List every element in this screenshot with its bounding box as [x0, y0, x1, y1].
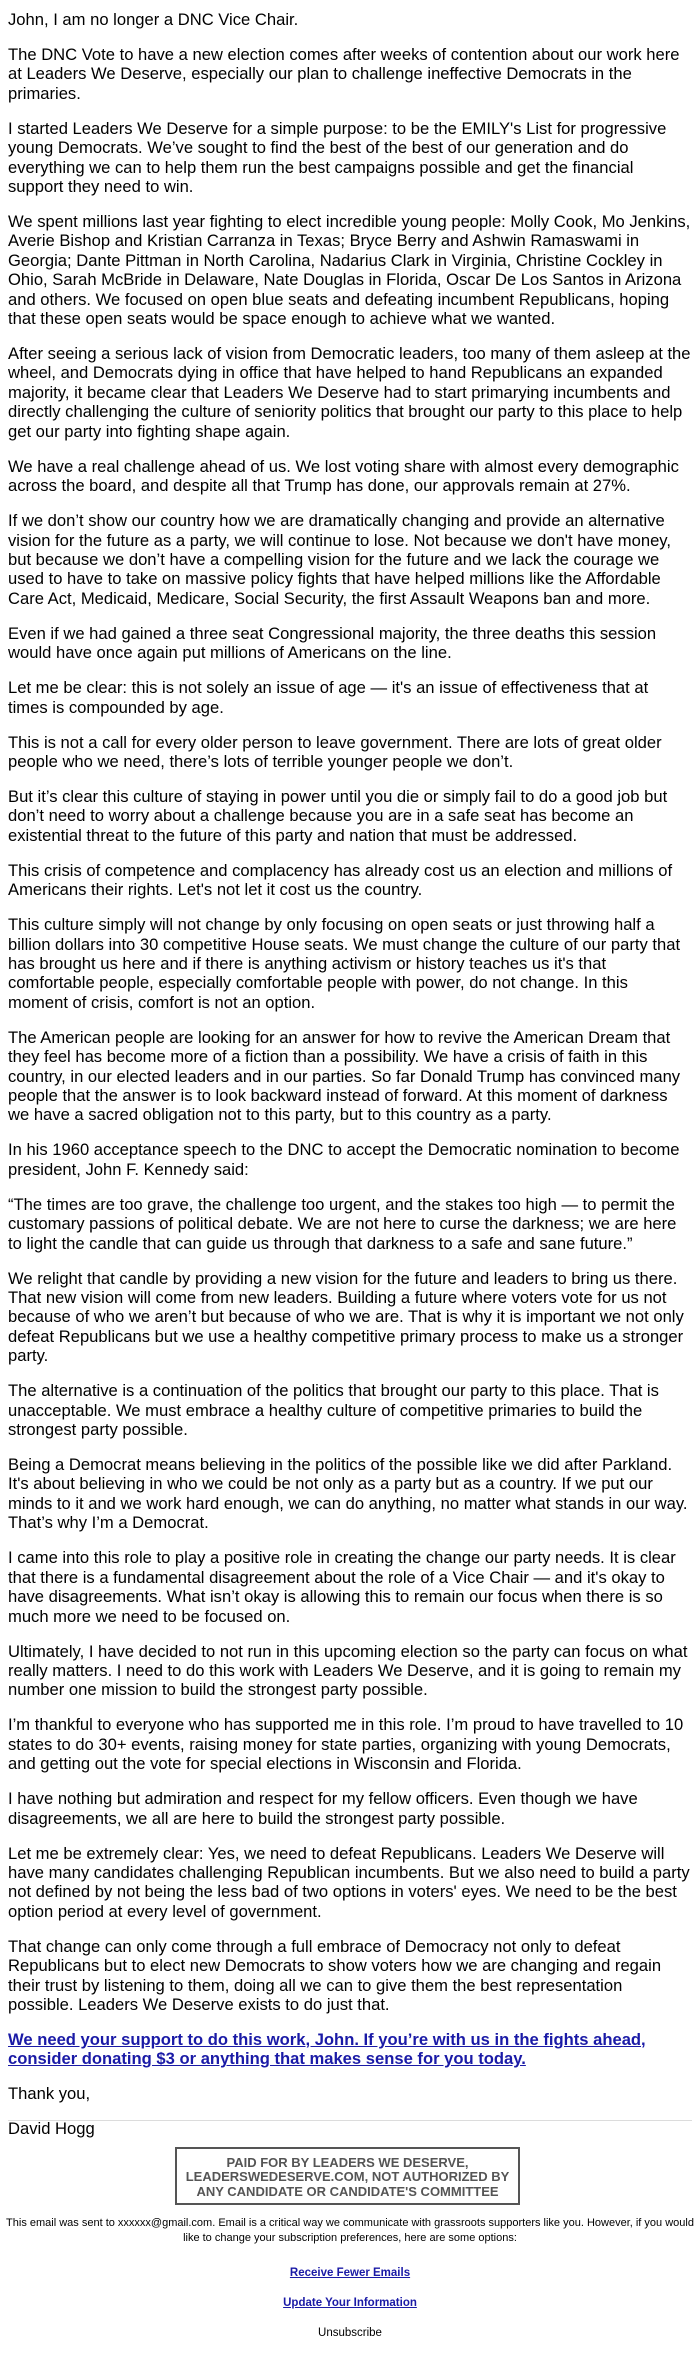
email-paragraph: This is not a call for every older person to leave government. There are lots of great older people who we need, there’s lots of terrible younger people we don’t. — [8, 732, 662, 771]
email-paragraph: I came into this role to play a positive role in creating the change our party needs. It is clear that there is a fundamental disagreement about the role of a Vice Chair — and it's okay to have disagreements. What isn’t okay is allowing this to remain our focus when there is so much more we need to be focused on. — [8, 1548, 676, 1626]
email-paragraph: If we don’t show our country how we are dramatically changing and provide an alternative vision for the future as a party, we will continue to lose. Not because we don't have money, but because we don’t have a compelling vision for the future and we lack the courage we used to have to take on massive policy fights that have helped millions like the Affordable Care Act, Medicaid, Medicare, Social Security, the first Assault Weapons ban and more. — [8, 511, 671, 608]
email-paragraph: I started Leaders We Deserve for a simple purpose: to be the EMILY's List for progressive young Democrats. We’ve sought to find the best of the best of our generation and do everything we can to help them run the best campaigns possible and get the financial support they need to win. — [8, 118, 667, 197]
subscription-note: This email was sent to xxxxxx@gmail.com. Email is a critical way we communicate with grassroots supporters like you. However, if you would like to change your subscription preferences, here are some options: — [6, 2217, 694, 2244]
receive-fewer-row — [0, 2267, 700, 2279]
unsubscribe-link[interactable]: Unsubscribe — [318, 2327, 382, 2339]
email-paragraph: In his 1960 acceptance speech to the DNC to accept the Democratic nomination to become president, John F. Kennedy said: — [8, 1140, 680, 1179]
email-paragraph: The DNC Vote to have a new election comes after weeks of contention about our work here at Leaders We Deserve, especially our plan to challenge ineffective Democrats in the primaries. — [8, 45, 680, 103]
signature: David Hogg — [8, 2119, 95, 2139]
receive-fewer-emails-link[interactable]: Receive Fewer Emails — [289, 2267, 411, 2279]
donate-link[interactable]: We need your support to do this work, John. If you’re with us in the fights ahead, consider donating $3 or anything that makes sense for you today. — [8, 2029, 646, 2069]
email-paragraph: This crisis of competence and complacency has already cost us an election and millions of Americans their rights. Let's not let it cost us the country. — [8, 860, 673, 900]
email-paragraph: The American people are looking for an answer for how to revive the American Dream that they feel has become more of a fiction than a possibility. We have a crisis of faith in this country, in our elected leaders and in our parties. So far Donald Trump has convinced many people that the answer is to look backward instead of forward. At this moment of darkness we have a sacred obligation not to this party, but to this country as a party. — [8, 1027, 681, 1125]
kennedy-quote: “The times are too grave, the challenge too urgent, and the stakes too high — to permit the customary passions of political debate. We are not here to curse the darkness; we are here to light the candle that can guide us through that darkness to a safe and sane future.” — [8, 1194, 677, 1253]
email-paragraph: Even if we had gained a three seat Congressional majority, the three deaths this session would have once again put millions of Americans on the line. — [8, 623, 657, 663]
email-paragraph: But it’s clear this culture of staying in power until you die or simply fail to do a good job but don’t need to worry about a challenge because you are in a safe seat has become an existential threat to the future of this party and nation that must be addressed. — [8, 786, 668, 845]
email-paragraph: John, I am no longer a DNC Vice Chair. — [8, 10, 299, 29]
email-paragraph: We spent millions last year fighting to elect incredible young people: Molly Cook, Mo Jenkins, Averie Bishop and Kristian Carranza in Texas; Bryce Berry and Ashwin Ramaswami in Georgia; Dante Pittman in North Carolina, Nadarius Clark in Virginia, Christine Cockley in Ohio, Sarah McBride in Delaware, Nate Douglas in Florida, Oscar De Los Santos in Arizona and others. We focused on open blue seats and defeating incumbent Republicans, hoping that these open seats would be space enough to achieve what we wanted. — [8, 212, 691, 329]
sign-off: Thank you, — [8, 2084, 91, 2104]
email-paragraph: Let me be extremely clear: Yes, we need to defeat Republicans. Leaders We Deserve will have many candidates challenging Republican incumbents. But we also need to build a party not defined by not being the less bad of two options in voters' eyes. We need to be the best option period at every level of government. — [8, 1843, 690, 1921]
email-paragraph: We relight that candle by providing a new vision for the future and leaders to bring us there. That new vision will come from new leaders. Building a future where voters vote for us not because of who we aren’t but because of who we are. That is why it is important we not only defeat Republicans but we use a healthy competitive primary process to make us a stronger party. — [8, 1268, 684, 1366]
footer-divider — [8, 2120, 692, 2121]
email-paragraph: I’m thankful to everyone who has supported me in this role. I’m proud to have travelled to 10 states to do 30+ events, raising money for state parties, organizing with young Democrats, and getting out the vote for special elections in Wisconsin and Florida. — [8, 1715, 684, 1774]
disclaimer-line: ANY CANDIDATE OR CANDIDATE'S COMMITTEE — [196, 2183, 499, 2199]
email-paragraph: We have a real challenge ahead of us. We lost voting share with almost every demographic across the board, and despite all that Trump has done, our approvals remain at 27%. — [8, 456, 679, 496]
disclaimer-line: LEADERSWEDESERVE.COM, NOT AUTHORIZED BY — [185, 2169, 510, 2185]
email-paragraph: Ultimately, I have decided to not run in this upcoming election so the party can focus on what really matters. I need to do this work with Leaders We Deserve, and it is going to remain my number one mission to build the strongest party possible. — [8, 1641, 688, 1700]
email-paragraph: I have nothing but admiration and respect for my fellow officers. Even though we have disagreements, we all are here to build the strongest party possible. — [8, 1789, 638, 1828]
email-paragraph: After seeing a serious lack of vision from Democratic leaders, too many of them asleep at the wheel, and Democrats dying in office that have helped to hand Republicans an expanded majority, it became clear that Leaders We Deserve had to start primarying incumbents and directly challenging the culture of seniority politics that brought our party to this place to help get our party into fighting shape again. — [8, 344, 691, 441]
paid-for-disclaimer — [175, 2147, 520, 2205]
email-paragraph: Being a Democrat means believing in the politics of the possible like we did after Parkland. It's about believing in who we could be not only as a party but as a country. If we put our minds to it and we work hard enough, we can do anything, no matter what stands in our way. That’s why I’m a Democrat. — [8, 1455, 688, 1533]
disclaimer-line: PAID FOR BY LEADERS WE DESERVE, — [226, 2155, 469, 2170]
donate-cta — [8, 2030, 692, 2069]
email-paragraph: That change can only come through a full embrace of Democracy not only to defeat Republicans but to elect new Democrats to show voters how we are changing and regain their trust by listening to them, doing all we can to give them the best representation possible. Leaders We Deserve exists to do just that. — [8, 1936, 662, 2014]
update-information-link[interactable]: Update Your Information — [283, 2297, 417, 2309]
update-info-row — [0, 2297, 700, 2309]
email-paragraph: Let me be clear: this is not solely an issue of age — it's an issue of effectiveness that at times is compounded by age. — [8, 678, 649, 717]
email-paragraph: This culture simply will not change by only focusing on open seats or just throwing half a billion dollars into 30 competitive House seats. We must change the culture of our party that has brought us here and if there is anything activism or history teaches us it's that comfortable people, especially comfortable people with power, do not change. In this moment of crisis, comfort is not an option. — [8, 915, 681, 1012]
email-paragraph: The alternative is a continuation of the politics that brought our party to this place. That is unacceptable. We must embrace a healthy culture of competitive primaries to build the strongest party possible. — [8, 1381, 659, 1440]
